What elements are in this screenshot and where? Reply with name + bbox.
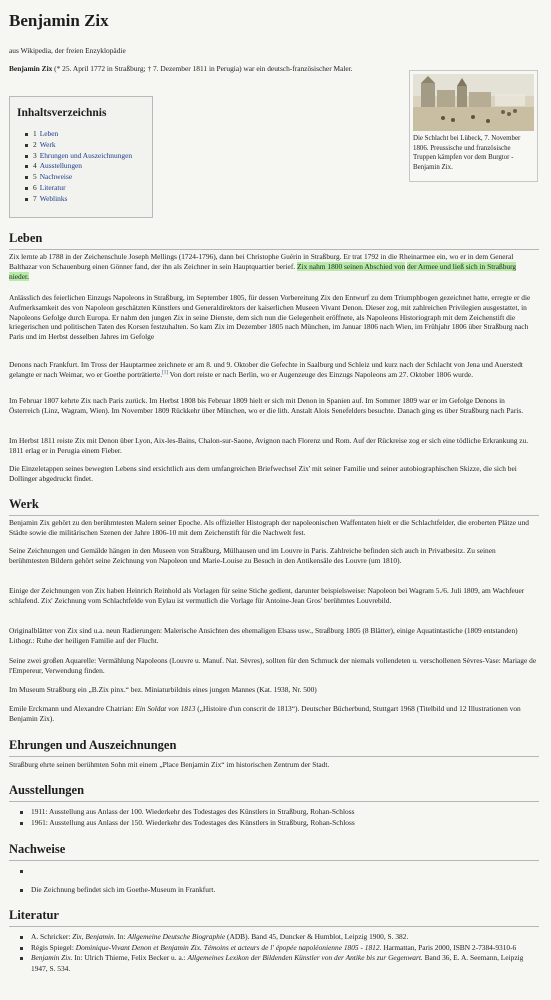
leben-paragraph-2: Anlässlich des feierlichen Einzugs Napoleons in Straßburg, im September 1805, für dessen Vorbereitung Zix den Entwurf zu dem Triumphbogen gezeichnet hatte, erregte er die Aufmerksamkeit des von Napoleon geschätzten Künstlers und Generaldirektors der kaiserlichen Museen Vivant Denon. Dieser zog, mit zahlreichen Privilegien ausgestattet, in Napoleons Gefolge durch Europa. Er nahm den jungen Zix in seine Dienste, dem sich nun die Gelegenheit eröffnete, als Napoleons Historiograph mit dem Zeichenstift die kriegerischen und politischen Taten des Korsen festzuhalten. So kam Zix im Dezember 1805 nach München, im Januar 1806 nach Wien, im Frühjahr 1806 über Straßburg nach Paris und im Herbst desselben Jahres im Gefolge bbox=[9, 293, 531, 342]
werk-paragraph-7: Emile Erckmann und Alexandre Chatrian: Ein Soldat von 1813 („Histoire d'un conscrit de 1813“). Deutscher Bücherbund, Stuttgart 1968 (Titelbild und 12 Illustrationen von Benjamin Zix). bbox=[9, 704, 521, 723]
list-item: 1961: Ausstellung aus Anlass der 150. Wiederkehr des Todestages des Künstlers in Straßburg, Rohan-Schloss bbox=[17, 818, 537, 829]
list-item: 1911: Ausstellung aus Anlass der 100. Wiederkehr des Todestages des Künstlers in Straßburg, Rohan-Schloss bbox=[17, 807, 537, 818]
list-item: Benjamin Zix. In: Ulrich Thieme, Felix Becker u. a.: Allgemeines Lexikon der Bildenden Künstler von der Antike bis zur Gegenwart. Band 36, E. A. Seemann, Leipzig 1947, S. 534. bbox=[17, 953, 537, 974]
toc-link[interactable]: Ausstellungen bbox=[39, 161, 82, 171]
thumbnail-figure bbox=[409, 70, 538, 182]
werk-paragraph-4: Originalblätter von Zix sind u.a. neun Radierungen: Malerische Ansichten des ehemaligen Elsass usw., Straßburg 1805 (8 Blätter), einige Aquatintastiche (1809 entstanden) Lithogr.: Ruhe der heiligen Familie auf der Flucht. bbox=[9, 626, 518, 645]
highlighted-text: der Armee und ließ sich in Straßburg nieder. bbox=[9, 261, 517, 281]
leben-paragraph-1: Zix lernte ab 1788 in der Zeichenschule Joseph Mellings (1724-1796), dann bei Christophe Guérin in Straßburg. Er trat 1792 in die Rheinarmee ein, wo er in dem General Balthazar von Schauenburg einen Gönner fand, der ihn als Zeichner in sein Hauptquartier berief. Zix nahm 1800 seinen Abschied von der Armee und ließ sich in Straßburg nieder. bbox=[9, 252, 517, 281]
werk-paragraph-5: Seine zwei großen Aquarelle: Vermählung Napoleons (Louvre u. Manuf. Nat. Sèvres), sollten für den Schmuck der niemals vollendeten u. verschollenen Sèvres-Vase: Mariage de l'Empereur, Verwendung finden. bbox=[9, 656, 537, 675]
ausstellungen-list bbox=[17, 807, 537, 828]
leben-paragraph-4: Im Herbst 1811 reiste Zix mit Denon über Lyon, Aix-les-Bains, Chalon-sur-Saone, Avignon nach Florenz und Rom. Auf der Rückreise zog er sich eine tödliche Erkrankung zu. 1811 erlag er in Perugia einem Fieber. bbox=[9, 436, 529, 455]
table-of-contents bbox=[9, 96, 153, 218]
intro-text: (* 25. April 1772 in Straßburg; † 7. Dezember 1811 in Perugia) war ein deutsch-französischer Maler. bbox=[52, 64, 353, 73]
section-heading-ehrungen: Ehrungen und Auszeichnungen bbox=[9, 737, 539, 757]
toc-item-weblinks[interactable]: 7 Weblinks bbox=[27, 194, 145, 205]
list-item bbox=[17, 866, 537, 877]
toc-link[interactable]: Ehrungen und Auszeichnungen bbox=[39, 150, 133, 160]
list-item: Régis Spiegel: Dominique-Vivant Denon et Benjamin Zix. Témoins et acteurs de l' épopée napoléonienne 1805 - 1812. Harmattan, Paris 2000, ISBN 2-7384-9310-6 bbox=[17, 943, 537, 954]
toc-link[interactable]: Literatur bbox=[39, 182, 66, 192]
toc-item-leben[interactable]: 1 Leben bbox=[27, 129, 145, 140]
nachweise-list bbox=[17, 866, 537, 896]
werk-paragraph-1: Benjamin Zix gehört zu den berühmtesten Malern seiner Epoche. Als offizieller Histograph der napoleonischen Waffentaten hielt er die Schlachtfelder, die eroberten Plätze und Städte sowie die militärischen Szenen der Jahre 1806-10 mit dem Zeichenstift für die Nachwelt fest. bbox=[9, 518, 529, 537]
ehrungen-paragraph: Straßburg ehrte seinen berühmten Sohn mit einem „Place Benjamin Zix“ im historischen Zentrum der Stadt. bbox=[9, 760, 330, 769]
page-title: Benjamin Zix bbox=[9, 11, 109, 30]
figure-caption: Die Schlacht bei Lübeck, 7. November 1806. Preussische und französische Truppen kämpfen vor dem Burgtor - Benjamin Zix. bbox=[413, 135, 521, 171]
werk-paragraph-3: Einige der Zeichnungen von Zix haben Heinrich Reinhold als Vorlagen für seine Stiche gedient, darunter beispielsweise: Napoleon bei Wagram 5./6. Juli 1809, am Wachfeuer schlafend. Zix' Zeichnung vom Schlachtfelde von Eylau ist vermutlich die Vorlage für Antoine-Jean Gros' berühmtes Louvrebild. bbox=[9, 586, 525, 605]
intro-name: Benjamin Zix bbox=[9, 64, 53, 73]
toc-item-nachweise[interactable]: 5 Nachweise bbox=[27, 172, 145, 183]
toc-item-ehrungen[interactable]: 3 Ehrungen und Auszeichnungen bbox=[27, 151, 145, 162]
toc-link[interactable]: Werk bbox=[39, 139, 56, 149]
intro-paragraph bbox=[9, 64, 409, 74]
highlighted-text: Zix nahm 1800 seinen Abschied von bbox=[297, 261, 406, 271]
section-heading-ausstellungen: Ausstellungen bbox=[9, 782, 539, 802]
list-item: Die Zeichnung befindet sich im Goethe-Museum in Frankfurt. bbox=[17, 885, 537, 896]
toc-item-literatur[interactable]: 6 Literatur bbox=[27, 183, 145, 194]
leben-paragraph-2-continued: Denons nach Frankfurt. Im Tross der Hauptarmee zeichnete er am 8. und 9. Oktober die Gefechte in Saalburg und Schleiz und kurz nach der Schlacht von Jena und Auerstedt gelangte er nach Weimar, wo er Goethe porträtierte.[1] Von dort reiste er nach Berlin, wo er Augenzeuge des Einzugs Napoleons am 27. Oktober 1806 wurde. bbox=[9, 360, 523, 379]
toc-link[interactable]: Nachweise bbox=[39, 172, 73, 182]
section-heading-literatur: Literatur bbox=[9, 907, 539, 927]
footnote-link[interactable]: [1] bbox=[162, 370, 168, 376]
section-heading-leben: Leben bbox=[9, 230, 539, 250]
leben-paragraph-3: Im Februar 1807 kehrte Zix nach Paris zurück. Im Herbst 1808 bis Februar 1809 hielt er sich mit Denon in Spanien auf. Im Sommer 1809 war er im Gefolge Denons in Österreich (Linz, Wagram, Wien). Im November 1809 Rückkehr über München, wo er die lith. Anstalt Alois Senefelders besuchte. Danach ging es über Straßburg nach Paris. bbox=[9, 396, 524, 415]
section-heading-nachweise: Nachweise bbox=[9, 841, 539, 861]
toc-list bbox=[17, 129, 145, 204]
toc-item-werk[interactable]: 2 Werk bbox=[27, 140, 145, 151]
literatur-list bbox=[17, 932, 537, 975]
battle-painting-image[interactable] bbox=[413, 74, 534, 131]
source-line: aus Wikipedia, der freien Enzyklopädie bbox=[9, 46, 126, 55]
section-heading-werk: Werk bbox=[9, 496, 539, 516]
toc-link[interactable]: Weblinks bbox=[39, 193, 68, 203]
toc-heading: Inhaltsverzeichnis bbox=[17, 107, 107, 119]
werk-paragraph-6: Im Museum Straßburg ein „B.Zix pinx.“ bez. Miniaturbildnis eines jungen Mannes (Kat. 1938, Nr. 500) bbox=[9, 685, 317, 694]
toc-item-ausstellungen[interactable]: 4 Ausstellungen bbox=[27, 161, 145, 172]
werk-paragraph-2: Seine Zeichnungen und Gemälde hängen in den Museen von Straßburg, Mülhausen und im Louvre in Paris. Zahlreiche befinden sich auch in Privatbesitz. Zu seinen berühmtesten Bildern gehört seine Zeichnung von Napoleon und Marie-Louise zu Besuch in den Antikensäle des Louvre (um 1810). bbox=[9, 546, 496, 565]
leben-paragraph-5: Die Einzeletappen seines bewegten Lebens sind ersichtlich aus dem umfangreichen Briefwechsel Zix' mit seiner Familie und seiner autobiographischen Skizze, die sich bei Dollinger abgedruckt findet. bbox=[9, 464, 517, 483]
list-item: A. Schricker: Zix, Benjamin. In: Allgemeine Deutsche Biographie (ADB). Band 45, Duncker & Humblot, Leipzig 1900, S. 382. bbox=[17, 932, 537, 943]
toc-link[interactable]: Leben bbox=[39, 129, 59, 139]
